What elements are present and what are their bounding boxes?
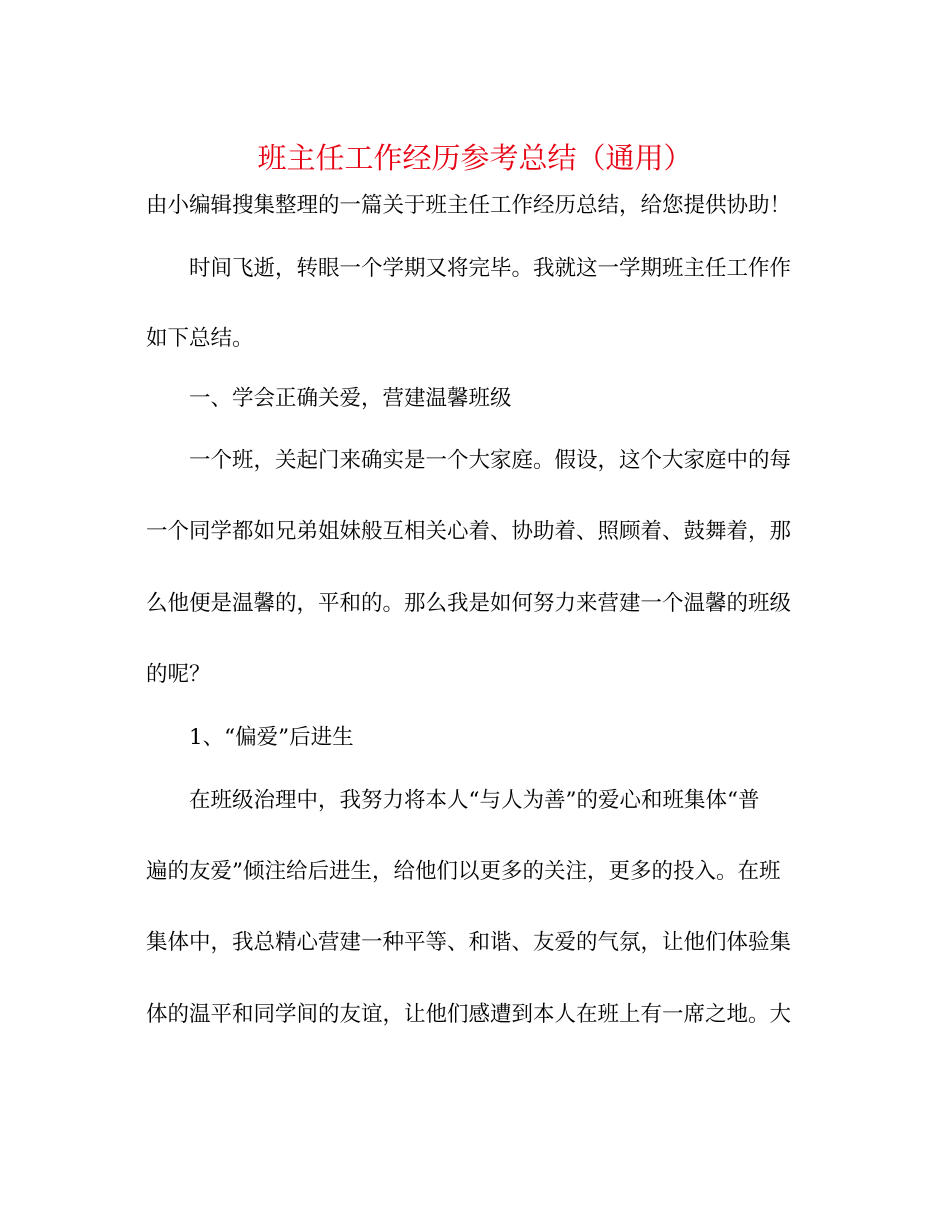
section-heading: 一、学会正确关爱，营建温馨班级 bbox=[189, 386, 512, 411]
paragraph-line: 遍的友爱”倾注给后进生，给他们以更多的关注，更多的投入。在班 bbox=[146, 859, 781, 884]
paragraph-line: 体的温平和同学间的友谊，让他们感遭到本人在班上有一席之地。大 bbox=[146, 1002, 792, 1027]
page-title: 班主任工作经历参考总结（通用） bbox=[257, 141, 693, 175]
intro-line: 由小编辑搜集整理的一篇关于班主任工作经历总结，给您提供协助！ bbox=[146, 193, 792, 218]
paragraph-line: 集体中，我总精心营建一种平等、和谐、友爱的气氛，让他们体验集 bbox=[146, 930, 792, 955]
paragraph-line: 在班级治理中，我努力将本人“与人为善”的爱心和班集体“普 bbox=[189, 788, 760, 813]
subsection-heading: 1、“偏爱”后进生 bbox=[189, 725, 354, 750]
paragraph-line: 时间飞逝，转眼一个学期又将完毕。我就这一学期班主任工作作 bbox=[189, 256, 792, 281]
paragraph-line: 么他便是温馨的，平和的。那么我是如何努力来营建一个温馨的班级 bbox=[146, 591, 792, 616]
paragraph-line: 一个同学都如兄弟姐妹般互相关心着、协助着、照顾着、鼓舞着，那 bbox=[146, 519, 792, 544]
paragraph-line: 如下总结。 bbox=[146, 326, 254, 351]
paragraph-line: 一个班，关起门来确实是一个大家庭。假设，这个大家庭中的每 bbox=[189, 448, 792, 473]
paragraph-line: 的呢？ bbox=[146, 662, 211, 687]
